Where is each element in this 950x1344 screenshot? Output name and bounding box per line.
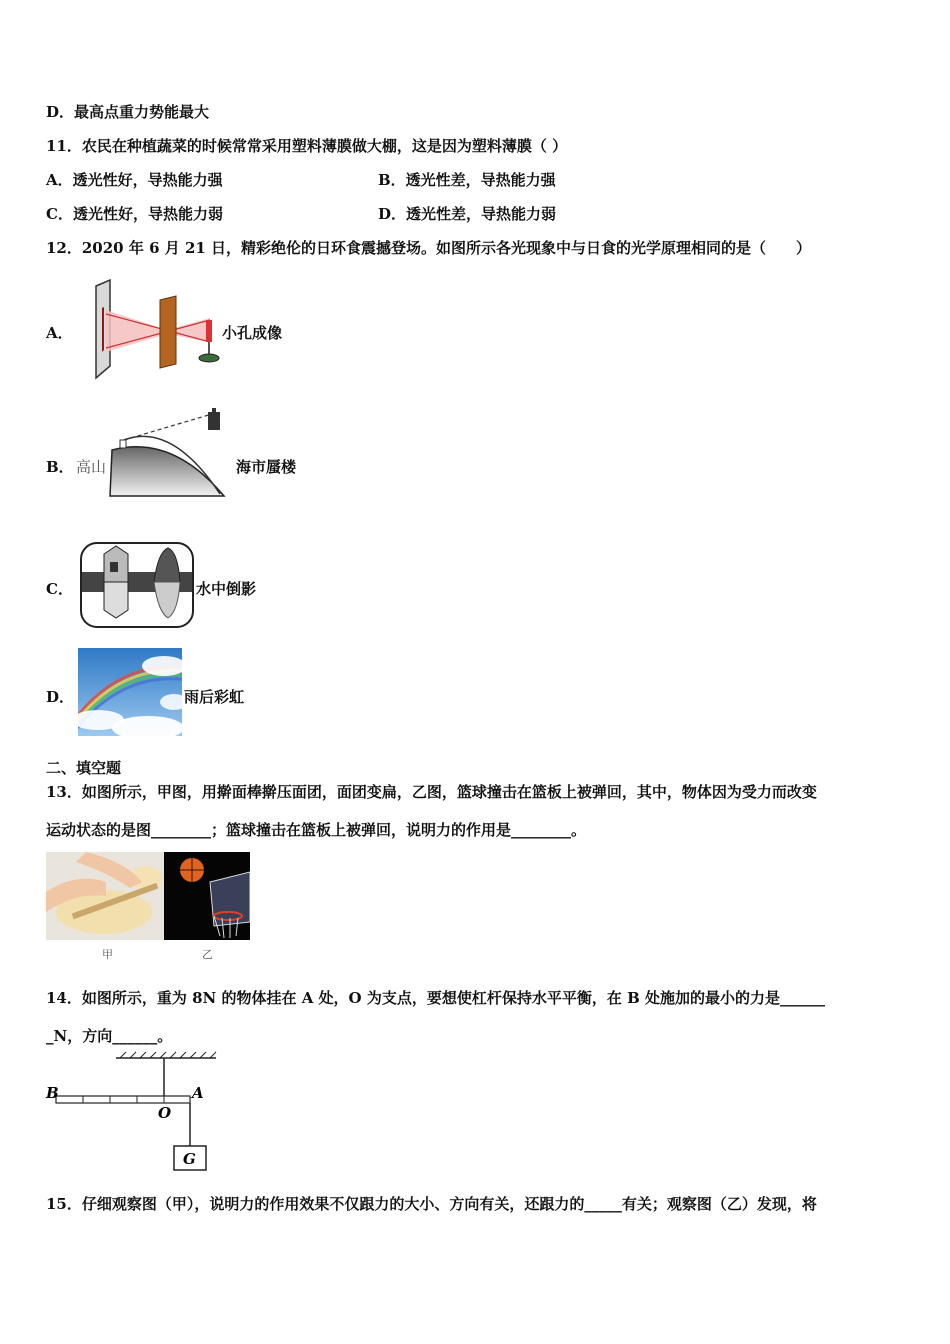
label-b: B xyxy=(46,1084,59,1102)
rainbow-photo xyxy=(78,648,182,736)
q11-stem: 11．农民在种植蔬菜的时候常常采用塑料薄膜做大棚，这是因为塑料薄膜（ ） xyxy=(46,137,568,155)
lever-diagram xyxy=(40,1050,230,1176)
section-title: 二、填空题 xyxy=(46,759,122,777)
q13-line2: 运动状态的是图________；篮球撞击在篮板上被弹回，说明力的作用是________。 xyxy=(46,821,587,839)
q11-option-d: D．透光性差，导热能力弱 xyxy=(378,205,557,223)
q12-option-d-label: D． xyxy=(46,688,75,706)
label-jia: 甲 xyxy=(102,948,113,961)
q13-line1: 13．如图所示，甲图，用擀面棒擀压面团，面团变扁，乙图，篮球撞击在篮板上被弹回，其中，物体因为受力而改变 xyxy=(46,783,817,801)
mountain-label: 高山 xyxy=(76,458,107,476)
q12-option-c-label: C． xyxy=(46,580,73,598)
mirage-diagram xyxy=(72,406,234,500)
q12-option-c-caption: 水中倒影 xyxy=(196,580,257,598)
label-a: A xyxy=(192,1084,204,1102)
rolling-dough-photo xyxy=(46,852,164,940)
q12-option-a-caption: 小孔成像 xyxy=(222,324,283,342)
reflection-diagram xyxy=(80,542,194,628)
q12-option-a-label: A． xyxy=(46,324,73,342)
q10-option-d: D．最高点重力势能最大 xyxy=(46,103,210,121)
q11-option-c: C．透光性好，导热能力弱 xyxy=(46,205,223,223)
q14-line2: _N，方向______。 xyxy=(46,1027,173,1045)
q14-line1: 14．如图所示，重为 8N 的物体挂在 A 处，O 为支点，要想使杠杆保持水平平衡，在 B 处施加的最小的力是______ xyxy=(46,989,825,1007)
q11-option-a: A．透光性好，导热能力强 xyxy=(46,171,223,189)
q11-option-b: B．透光性差，导热能力强 xyxy=(378,171,556,189)
label-g: G xyxy=(183,1150,196,1168)
q15-line1: 15．仔细观察图（甲），说明力的作用效果不仅跟力的大小、方向有关，还跟力的_____有关；观察图（乙）发现，将 xyxy=(46,1195,817,1213)
label-o: O xyxy=(158,1104,172,1122)
pinhole-diagram xyxy=(82,278,222,382)
q12-option-b-label: B． xyxy=(46,458,74,476)
q12-stem: 12．2020 年 6 月 21 日，精彩绝伦的日环食震撼登场。如图所示各光现象中与日食的光学原理相同的是（ ） xyxy=(46,239,812,257)
q12-option-b-caption: 海市蜃楼 xyxy=(236,458,297,476)
label-yi: 乙 xyxy=(202,948,213,961)
q12-option-d-caption: 雨后彩虹 xyxy=(184,688,245,706)
basketball-photo xyxy=(164,852,250,940)
